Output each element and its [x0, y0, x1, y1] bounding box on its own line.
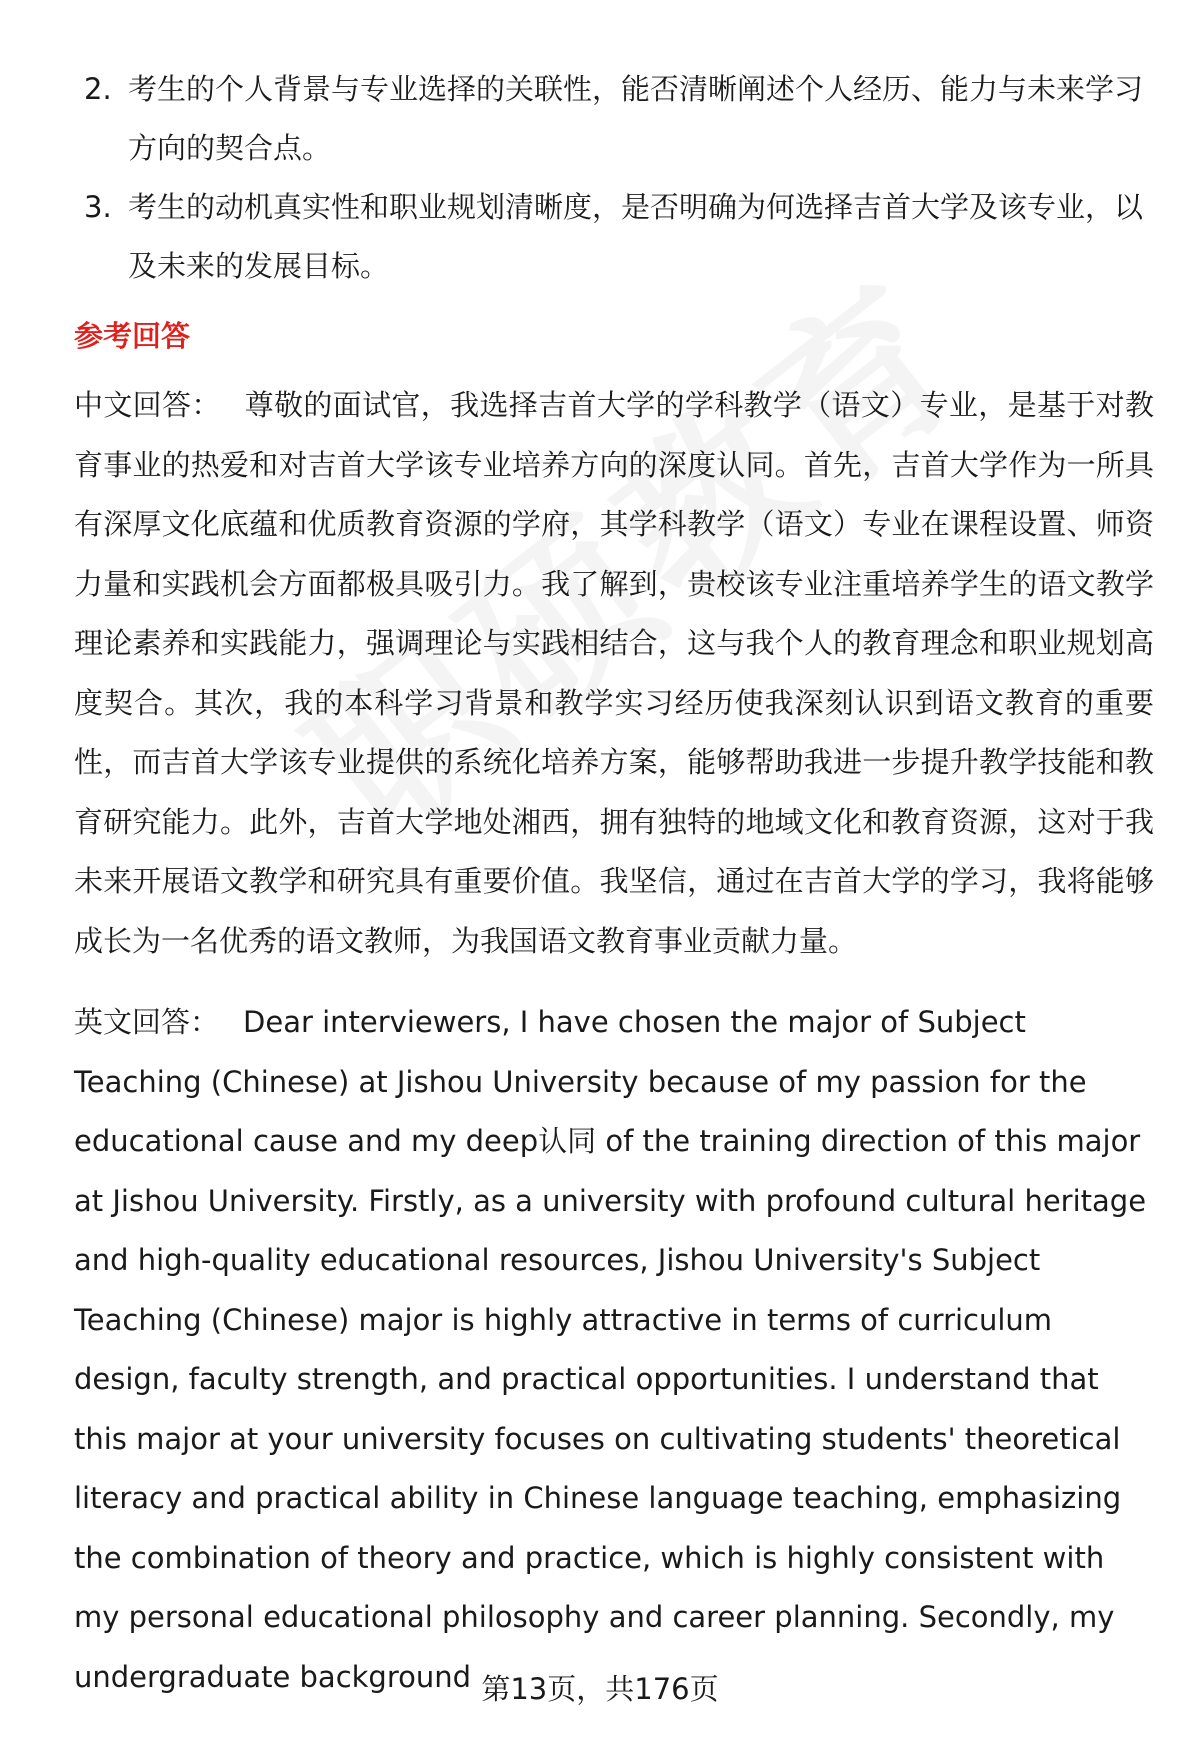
criteria-item: [74, 60, 1154, 178]
list-number: 3.: [84, 190, 112, 224]
english-answer-label: 英文回答：: [74, 1005, 220, 1039]
list-text: 考生的动机真实性和职业规划清晰度，是否明确为何选择吉首大学及该专业，以及未来的发展目标。: [128, 190, 1144, 283]
english-answer-text: Dear interviewers, I have chosen the major of Subject Teaching (Chinese) at Jishou University because of my passion for the educational cause and my deep认同 of the training direction of this major at Jishou University. Firstly, as a university with profound cultural heritage and high-quality educational resources, Jishou University's Subject Teaching (Chinese) major is highly attractive in terms of curriculum design, faculty strength, and practical opportunities. I understand that this major at your university focuses on cultivating students' theoretical literacy and practical ability in Chinese language teaching, emphasizing the combination of theory and practice, which is highly consistent with my personal educational philosophy and career planning. Secondly, my undergraduate background: [74, 1005, 1147, 1694]
section-title: 参考回答: [74, 319, 191, 353]
chinese-answer-label: 中文回答：: [74, 388, 221, 422]
list-number: 2.: [84, 72, 112, 106]
page-footer: 第13页，共176页: [481, 1672, 719, 1706]
document-body: [74, 60, 1154, 1707]
english-answer: [74, 993, 1154, 1707]
chinese-answer-text: 尊敬的面试官，我选择吉首大学的学科教学（语文）专业，是基于对教育事业的热爱和对吉首大学该专业培养方向的深度认同。首先，吉首大学作为一所具有深厚文化底蕴和优质教育资源的学府，其学科教学（语文）专业在课程设置、师资力量和实践机会方面都极具吸引力。我了解到，贵校该专业注重培养学生的语文教学理论素养和实践能力，强调理论与实践相结合，这与我个人的教育理念和职业规划高度契合。其次，我的本科学习背景和教学实习经历使我深刻认识到语文教育的重要性，而吉首大学该专业提供的系统化培养方案，能够帮助我进一步提升教学技能和教育研究能力。此外，吉首大学地处湘西，拥有独特的地域文化和教育资源，这对于我未来开展语文教学和研究具有重要价值。我坚信，通过在吉首大学的学习，我将能够成长为一名优秀的语文教师，为我国语文教育事业贡献力量。: [74, 388, 1154, 958]
list-text: 考生的个人背景与专业选择的关联性，能否清晰阐述个人经历、能力与未来学习方向的契合点。: [128, 72, 1144, 165]
chinese-answer: [74, 376, 1154, 971]
criteria-item: [74, 178, 1154, 296]
